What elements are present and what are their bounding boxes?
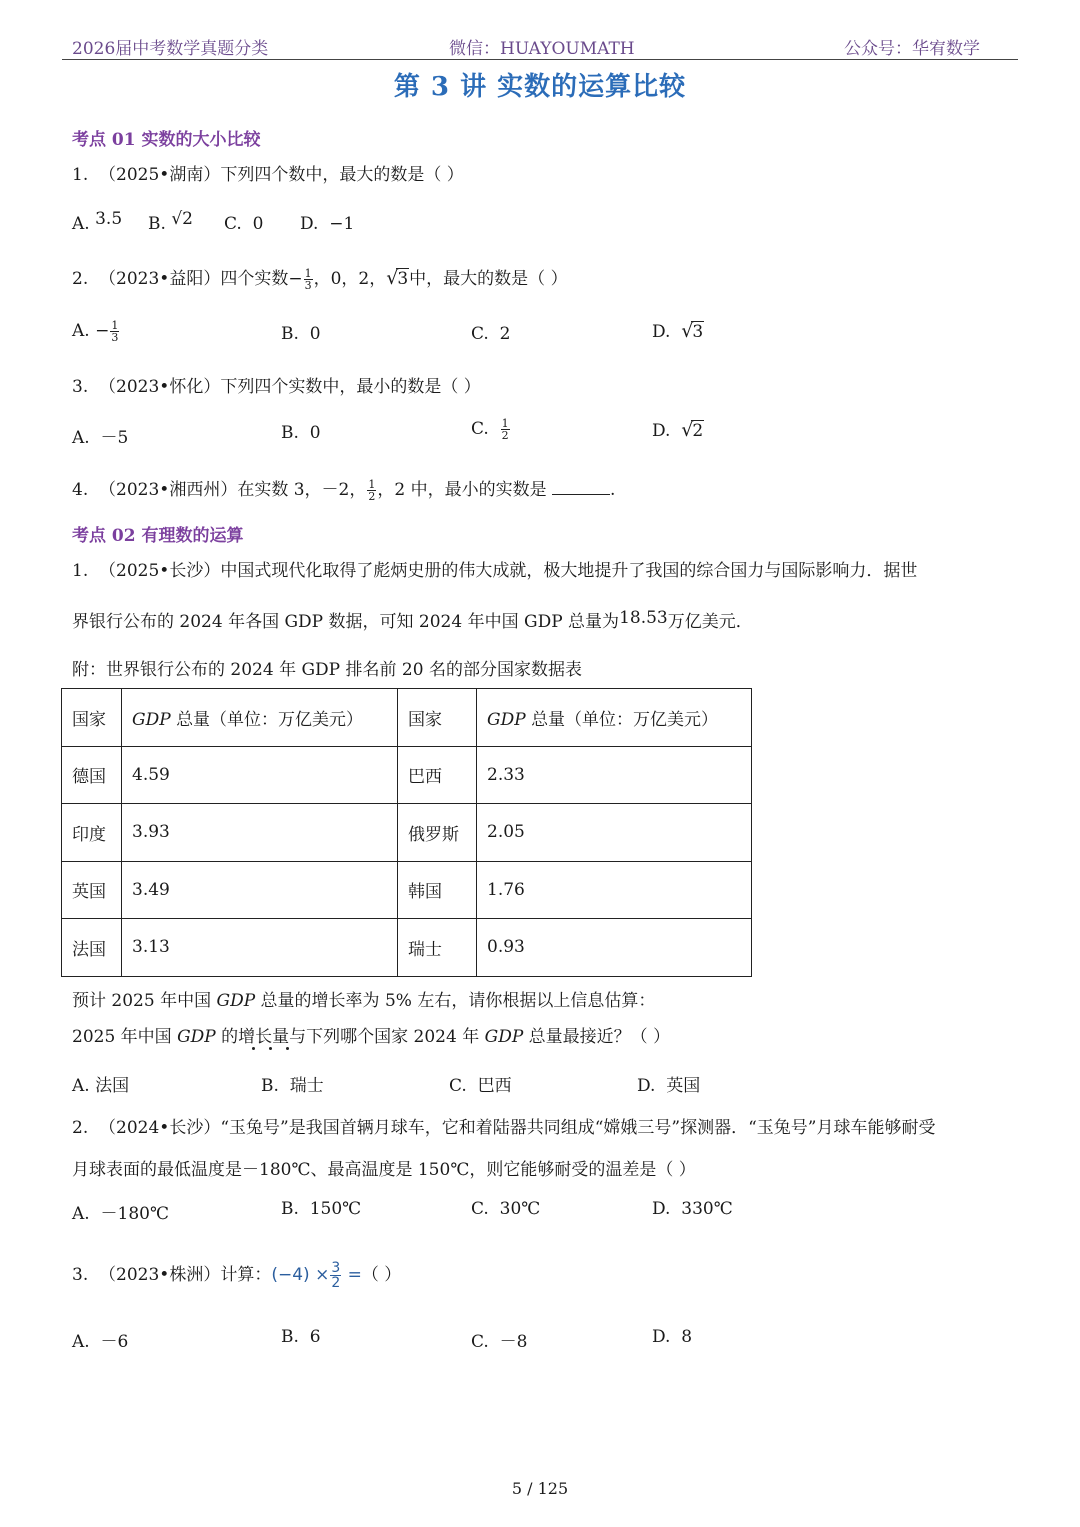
table-cell: 印度 [62,804,122,862]
table-row [62,746,752,804]
question-1-4: 4. （2023•湘西州）在实数 3，－2， $\frac{1}{2}$ ，2 中，最小的实数是 . [72,478,616,503]
table-header-row [62,689,752,747]
option-c: C. 2 [471,324,511,344]
question-2-3: 3. （2023•株洲）计算：(−4) × $\frac{3}{2}$ =（ ） [72,1259,402,1291]
option-c: C. －8 [471,1332,528,1352]
table-cell: 3.13 [122,919,398,977]
option-c: C. 0 [224,214,264,234]
option-a: A. 法国 [72,1076,130,1096]
table-cell: 德国 [62,746,122,804]
option-d: D. √2 [652,419,704,441]
table-cell: 瑞士 [398,919,477,977]
gdp-table [61,688,752,977]
emphasis-dotted: 增长量 [238,1027,290,1047]
question-2-1-line1: 1. （2025•长沙）中国式现代化取得了彪炳史册的伟大成就，极大地提升了我国的综合国力与国际影响力．据世 [72,561,918,581]
table-cell: 0.93 [477,919,752,977]
table-cell: 4.59 [122,746,398,804]
option-a: A. －6 [72,1332,129,1352]
option-b: B. 0 [281,324,321,344]
question-1-2: 2. （2023•益阳）四个实数− $\frac{1}{3}$ ，0，2，√3中，最大的数是（ ） [72,267,568,292]
header-center: 微信：HUAYOUMATH [449,39,635,59]
header-rule [62,59,1018,60]
answer-blank [552,479,610,495]
option-c: C. 30℃ [471,1199,541,1219]
table-header-cell: GDP 总量（单位：万亿美元） [122,689,398,747]
option-b: B. 瑞士 [261,1076,324,1096]
section-heading-2: 考点 02 有理数的运算 [72,526,244,546]
page-title: 第 3 讲 实数的运算比较 [393,72,687,102]
option-c: C. 巴西 [449,1076,512,1096]
question-2-1-after1: 预计 2025 年中国 GDP 总量的增长率为 5% 左右，请你根据以上信息估算： [72,991,656,1011]
option-b: B. 6 [281,1327,321,1347]
option-b: B. 150℃ [281,1199,362,1219]
question-2-1-after2: 2025 年中国 GDP 的增长量与下列哪个国家 2024 年 GDP 总量最接近？（ ） [72,1027,671,1047]
table-cell: 3.93 [122,804,398,862]
table-header-cell: 国家 [398,689,477,747]
table-cell: 2.33 [477,746,752,804]
question-2-1-line2: 界银行公布的 2024 年各国 GDP 数据，可知 2024 年中国 GDP 总量为18.53万亿美元． [72,608,753,632]
option-d: D. 330℃ [652,1199,733,1219]
table-cell: 2.05 [477,804,752,862]
option-b: B. √2 [148,209,193,234]
option-b: B. 0 [281,423,321,443]
option-a: A. − $\frac{1}{3}$ [72,319,119,344]
sqrt: √3 [386,267,409,289]
question-1-1 [72,160,464,185]
option-c: C. $\frac{1}{2}$ [471,417,509,442]
fraction: $\frac{1}{3}$ [304,267,312,292]
table-cell: 俄罗斯 [398,804,477,862]
table-header-cell: 国家 [62,689,122,747]
question-2-2-line2: 月球表面的最低温度是－180℃、最高温度是 150℃，则它能够耐受的温差是（ ） [72,1160,696,1180]
page-number: 5 / 125 [511,1479,569,1498]
emphasis-dots [246,1047,294,1051]
question-number: 1. [72,165,89,185]
section-heading-1: 考点 01 实数的大小比较 [72,130,261,150]
table-row [62,919,752,977]
table-cell: 1.76 [477,861,752,919]
option-d: D. 英国 [637,1076,701,1096]
option-d: D. √3 [652,320,704,342]
table-note: 附：世界银行公布的 2024 年 GDP 排名前 20 名的部分国家数据表 [72,660,582,680]
table-header-cell: GDP 总量（单位：万亿美元） [477,689,752,747]
question-2-2-line1: 2. （2024•长沙）“玉兔号”是我国首辆月球车，它和着陆器共同组成“嫦娥三号”探测器．“玉兔号”月球车能够耐受 [72,1118,936,1138]
header-left: 2026届中考数学真题分类 [72,39,269,59]
table-row [62,861,752,919]
table-cell: 巴西 [398,746,477,804]
option-a: A. －180℃ [72,1204,169,1224]
question-stem: （2025•湖南）下列四个数中，最大的数是（ ） [99,165,464,185]
option-d: D. 8 [652,1327,693,1347]
option-d: D. −1 [300,214,355,234]
table-cell: 3.49 [122,861,398,919]
table-cell: 英国 [62,861,122,919]
question-1-3: 3. （2023•怀化）下列四个实数中，最小的数是（ ） [72,377,481,397]
table-row [62,804,752,862]
table-cell: 韩国 [398,861,477,919]
option-a: A. －5 [72,428,129,448]
option-a: A. 3.5 [72,209,123,234]
header-right: 公众号：华宥数学 [844,39,980,59]
expression: (−4) × $\frac{3}{2}$ = [271,1259,362,1291]
table-cell: 法国 [62,919,122,977]
